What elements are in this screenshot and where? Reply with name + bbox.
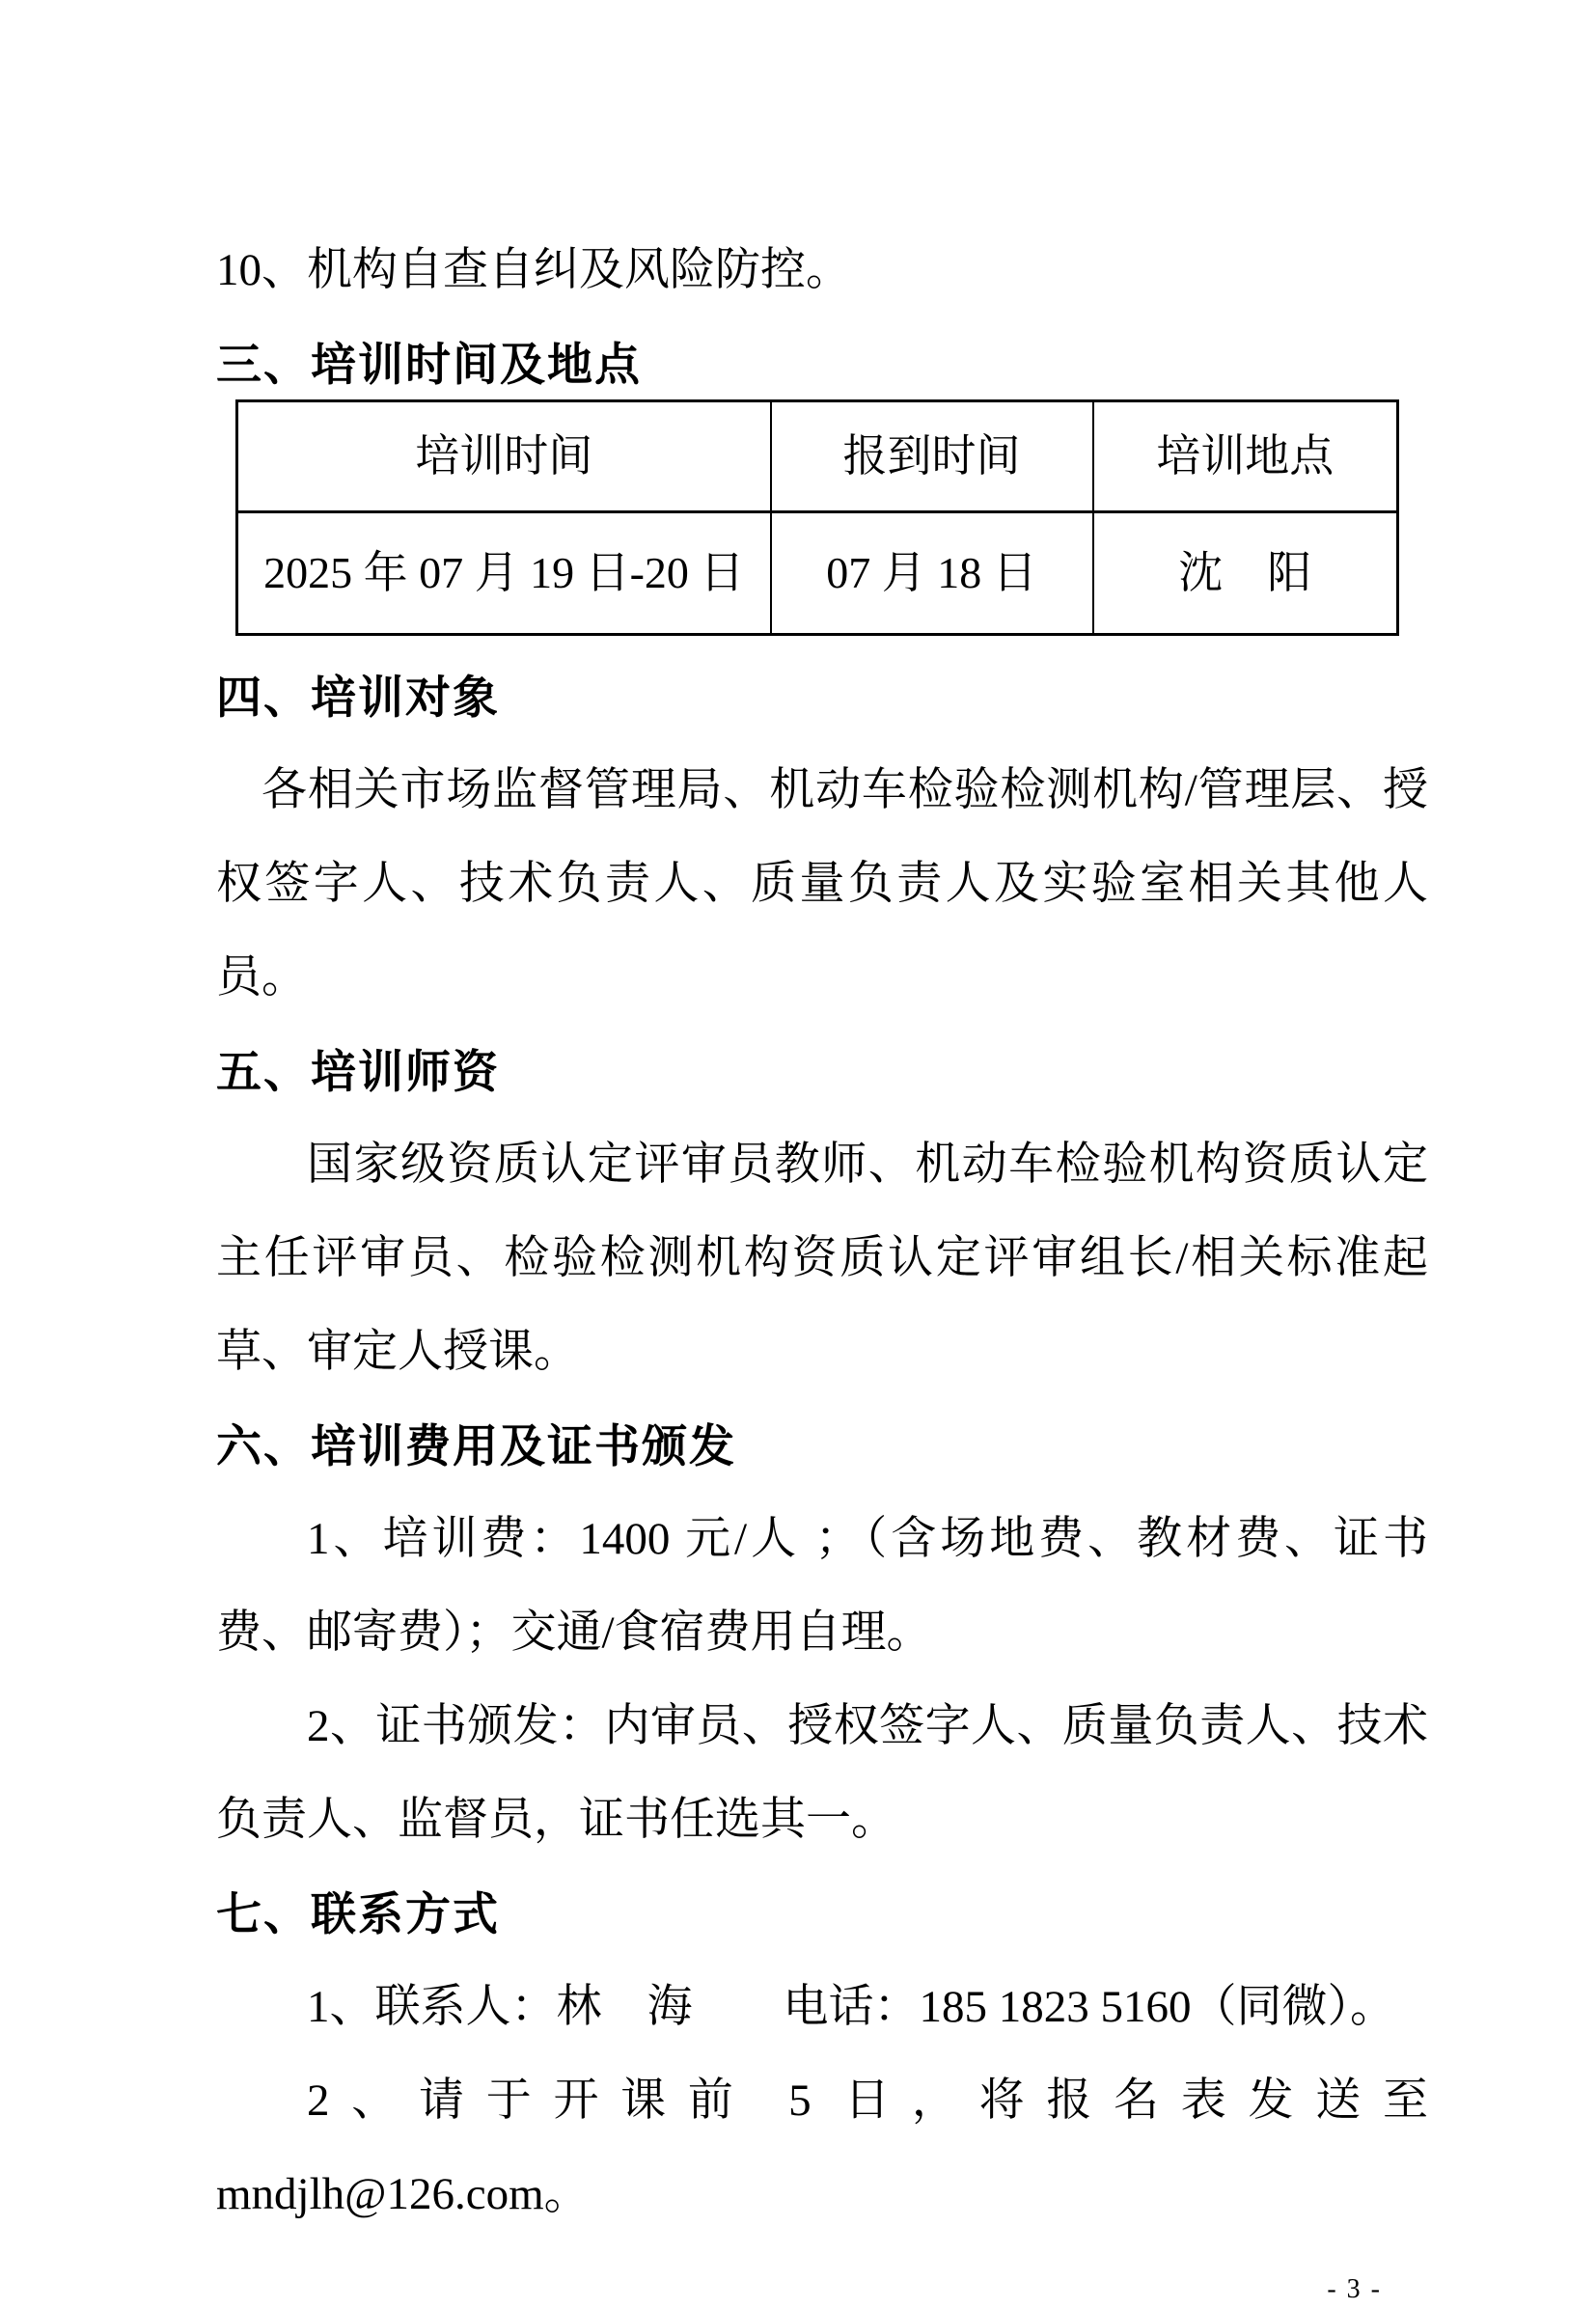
training-schedule-table: [235, 399, 1399, 636]
section-heading-4-audience: 四、培训对象: [216, 672, 500, 723]
table-data-row: [237, 512, 1398, 635]
table-cell-checkin-time: 07 月 18 日: [771, 512, 1093, 635]
paragraph-fee: 1、培训费：1400 元/人 ；（含场地费、教材费、证书费、邮寄费）；交通/食宿费用自理。: [216, 1514, 1428, 1658]
section-heading-5-faculty: 五、培训师资: [216, 1046, 500, 1097]
paragraph-audience: 各相关市场监督管理局、机动车检验检测机构/管理层、授权签字人、技术负责人、质量负责人及实验室相关其他人员。: [216, 765, 1428, 1003]
section-heading-3-time-place: 三、培训时间及地点: [216, 339, 642, 390]
table-header-row: [237, 401, 1398, 512]
list-item-10: 10、机构自查自纠及风险防控。: [216, 245, 851, 295]
table-header-checkin-time: 报到时间: [771, 401, 1093, 512]
section-heading-7-contact: 七、联系方式: [216, 1888, 500, 1939]
table-header-location: 培训地点: [1093, 401, 1398, 512]
table-cell-training-time: 2025 年 07 月 19 日-20 日: [237, 512, 771, 635]
section-heading-6-fee-certificate: 六、培训费用及证书颁发: [216, 1420, 736, 1471]
table-cell-location: 沈 阳: [1093, 512, 1398, 635]
table-header-training-time: 培训时间: [237, 401, 771, 512]
paragraph-registration: 2、请于开课前 5 日，将报名表发送至 mndjlh@126.com。: [216, 2075, 1428, 2219]
paragraph-contact-person: 1、联系人：林 海 电话：185 1823 5160（同微）。: [307, 1982, 1395, 2032]
page-number: - 3 -: [1327, 2274, 1382, 2304]
paragraph-certificate: 2、证书颁发：内审员、授权签字人、质量负责人、技术负责人、监督员，证书任选其一。: [216, 1701, 1428, 1845]
paragraph-faculty: 国家级资质认定评审员教师、机动车检验机构资质认定主任评审员、检验检测机构资质认定评审组长/相关标准起草、审定人授课。: [216, 1140, 1428, 1377]
